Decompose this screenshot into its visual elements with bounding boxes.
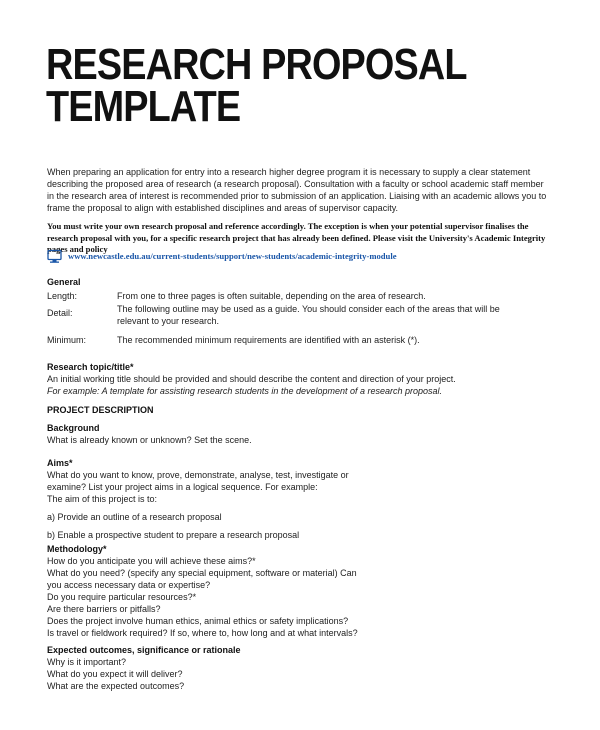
research-topic-text: An initial working title should be provided and should describe the content and direction of your project. <box>47 374 456 384</box>
methodology-line: Do you require particular resources?* <box>47 592 197 602</box>
general-label: Minimum: <box>47 335 87 345</box>
general-value: The recommended minimum requirements are identified with an asterisk (*). <box>117 335 420 345</box>
academic-integrity-link[interactable]: www.newcastle.edu.au/current-students/support/new-students/academic-integrity-module <box>68 251 397 261</box>
expected-outcomes-line: Why is it important? <box>47 657 127 667</box>
methodology-line: How do you anticipate you will achieve these aims?* <box>47 556 256 566</box>
academic-integrity-notice: You must write your own research proposal and reference accordingly. The exception is when your potential supervisor finalises the research proposal with you, for a specific research project that has already been defined. Please visit the University's Academic Integrity pages and policy <box>47 221 546 254</box>
general-value: The following outline may be used as a guide. You should consider each of the areas that will be relevant to your research. <box>117 304 500 326</box>
title-line-2: TEMPLATE <box>46 82 241 131</box>
background-section <box>47 422 377 446</box>
aims-line: examine? List your project aims in a logical sequence. For example: <box>47 482 318 492</box>
methodology-line: Are there barriers or pitfalls? <box>47 604 161 614</box>
integrity-link-row <box>47 245 397 267</box>
background-text: What is already known or unknown? Set the scene. <box>47 435 252 445</box>
methodology-section <box>47 543 377 639</box>
aims-section <box>47 457 377 541</box>
general-heading: General <box>47 277 81 287</box>
project-description-heading: PROJECT DESCRIPTION <box>47 405 154 415</box>
general-label: Detail: <box>47 308 73 318</box>
aims-line: The aim of this project is to: <box>47 494 158 504</box>
methodology-line: Does the project involve human ethics, animal ethics or safety implications? <box>47 616 349 626</box>
aims-heading: Aims* <box>47 458 73 468</box>
expected-outcomes-line: What do you expect it will deliver? <box>47 669 183 679</box>
document-title <box>46 40 467 131</box>
research-topic-example: For example: A template for assisting research students in the development of a research proposal. <box>47 386 443 396</box>
aims-item: a) Provide an outline of a research proposal <box>47 512 222 522</box>
intro-paragraph <box>47 166 547 214</box>
general-value: From one to three pages is often suitable, depending on the area of research. <box>117 291 426 301</box>
methodology-line: Is travel or fieldwork required? If so, where to, how long and at what intervals? <box>47 628 358 638</box>
monitor-icon <box>47 249 62 264</box>
methodology-line: What do you need? (specify any special equipment, software or material) Can <box>47 568 357 578</box>
aims-line: What do you want to know, prove, demonstrate, analyse, test, investigate or <box>47 470 349 480</box>
background-heading: Background <box>47 423 100 433</box>
research-topic-section <box>47 361 467 397</box>
expected-outcomes-section <box>47 644 377 692</box>
general-label: Length: <box>47 291 78 301</box>
title-line-1: RESEARCH PROPOSAL <box>46 40 467 89</box>
expected-outcomes-line: What are the expected outcomes? <box>47 681 185 691</box>
aims-item: b) Enable a prospective student to prepare a research proposal <box>47 530 300 540</box>
expected-outcomes-heading: Expected outcomes, significance or rationale <box>47 645 241 655</box>
methodology-line: you access necessary data or expertise? <box>47 580 211 590</box>
research-topic-heading: Research topic/title* <box>47 362 134 372</box>
intro-text: When preparing an application for entry into a research higher degree program it is necessary to supply a clear statement describing the proposed area of research (a research proposal). Consultation with a faculty or school academic staff member in the research area of interest is recommended prior to submission of an application. Liaising with an academic allows you to frame the proposal to align with established disciplines and areas of supervisor capacity. <box>47 167 547 213</box>
methodology-heading: Methodology* <box>47 544 107 554</box>
